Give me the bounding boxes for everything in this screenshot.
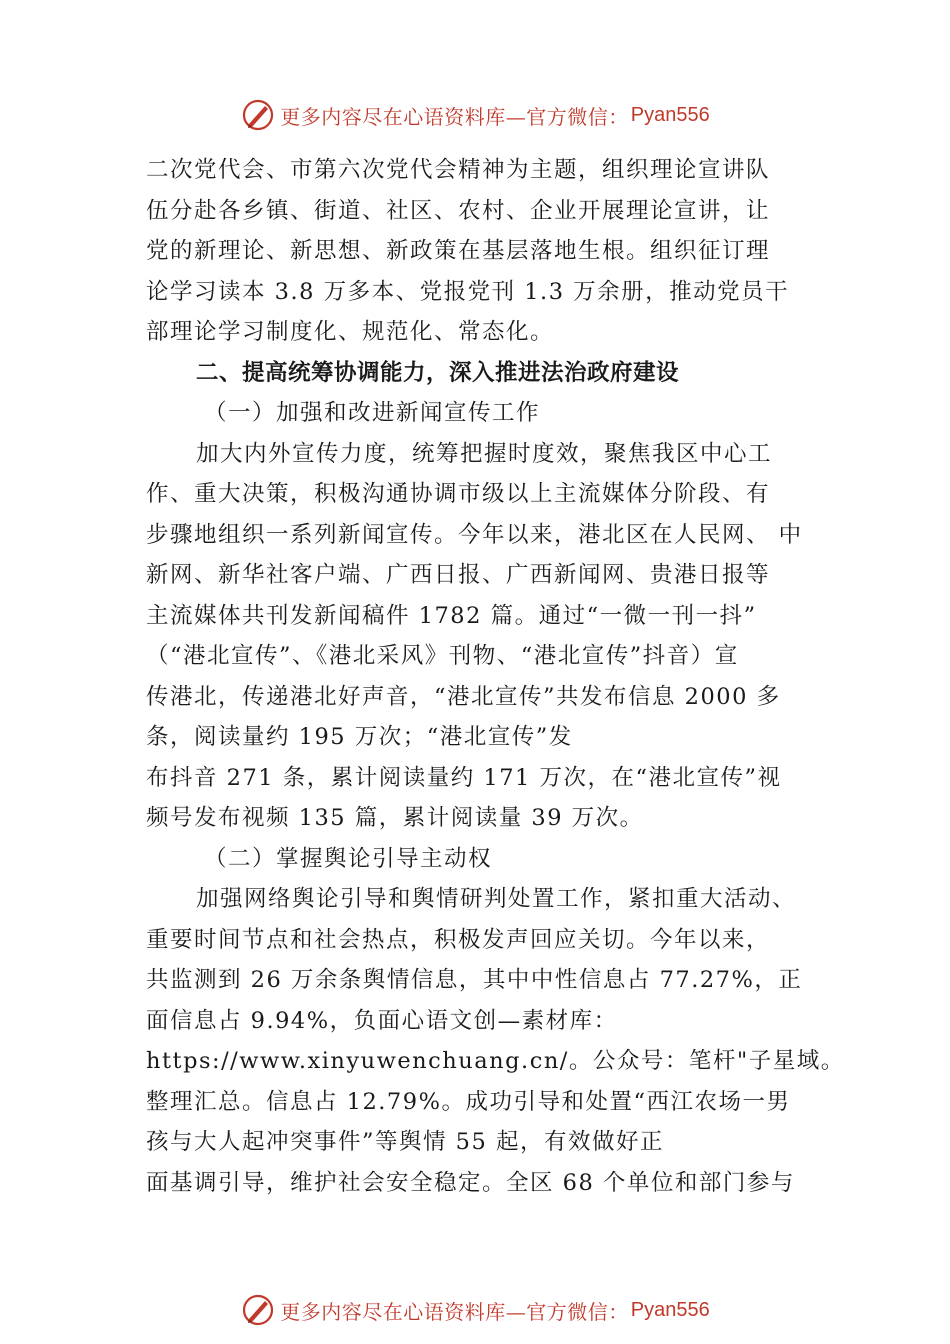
header-watermark-banner	[0, 95, 950, 135]
body-line: 步骤地组织一系列新闻宣传。今年以来，港北区在人民网、 中	[146, 521, 803, 548]
pen-logo-icon	[240, 97, 276, 133]
body-line: 新网、新华社客户端、广西日报、广西新闻网、贵港日报等	[146, 562, 771, 588]
body-line: 布抖音 271 条，累计阅读量约 171 万次，在“港北宣传”视	[146, 764, 782, 791]
document-body	[146, 150, 845, 1203]
banner-text: 更多内容尽在心语资料库—官方微信：	[280, 104, 629, 129]
body-line: 伍分赴各乡镇、街道、社区、农村、企业开展理论宣讲，让	[146, 197, 771, 224]
body-line: 作、重大决策，积极沟通协调市级以上主流媒体分阶段、有	[146, 481, 771, 507]
subsection-heading: （二）掌握舆论引导主动权	[204, 845, 493, 872]
body-line: 党的新理论、新思想、新政策在基层落地生根。组织征订理	[146, 238, 771, 264]
subsection-heading: （一）加强和改进新闻宣传工作	[204, 400, 541, 426]
body-line: 论学习读本 3.8 万多本、党报党刊 1.3 万余册，推动党员干	[146, 278, 790, 305]
body-line: 面基调引导，维护社会安全稳定。全区 68 个单位和部门参与	[146, 1169, 795, 1196]
body-line: 共监测到 26 万余条舆情信息，其中中性信息占 77.27%，正	[146, 967, 803, 993]
body-line: 传港北，传递港北好声音，“港北宣传”共发布信息 2000 多	[146, 683, 781, 710]
body-line: 二次党代会、市第六次党代会精神为主题，组织理论宣讲队	[146, 157, 771, 183]
body-line: 主流媒体共刊发新闻稿件 1782 篇。通过“一微一刊一抖”	[146, 602, 757, 629]
body-line: https://www.xinyuwenchuang.cn/。公众号：笔杆"子星域。	[146, 1048, 845, 1074]
body-line: 整理汇总。信息占 12.79%。成功引导和处置“西江农场一男	[146, 1088, 791, 1115]
body-line: 加大内外宣传力度，统筹把握时度效，聚焦我区中心工	[196, 440, 773, 467]
banner-wechat-id: Pyan556	[630, 103, 710, 126]
body-line: 面信息占 9.94%，负面心语文创—素材库：	[146, 1007, 618, 1034]
pen-logo-icon	[240, 1292, 276, 1328]
banner-wechat-id: Pyan556	[630, 1298, 710, 1321]
section-heading: 二、提高统筹协调能力，深入推进法治政府建设	[196, 359, 680, 386]
body-line: （“港北宣传”、《港北采风》刊物、“港北宣传”抖音）宣	[146, 643, 739, 669]
body-line: 条，阅读量约 195 万次；“港北宣传”发	[146, 724, 573, 750]
footer-watermark-banner	[0, 1290, 950, 1330]
body-line: 加强网络舆论引导和舆情研判处置工作，紧扣重大活动、	[196, 886, 797, 912]
body-line: 孩与大人起冲突事件”等舆情 55 起，有效做好正	[146, 1129, 664, 1155]
body-line: 部理论学习制度化、规范化、常态化。	[146, 319, 555, 345]
banner-text: 更多内容尽在心语资料库—官方微信：	[280, 1299, 629, 1324]
body-line: 重要时间节点和社会热点，积极发声回应关切。今年以来，	[146, 926, 771, 953]
body-line: 频号发布视频 135 篇，累计阅读量 39 万次。	[146, 805, 644, 831]
